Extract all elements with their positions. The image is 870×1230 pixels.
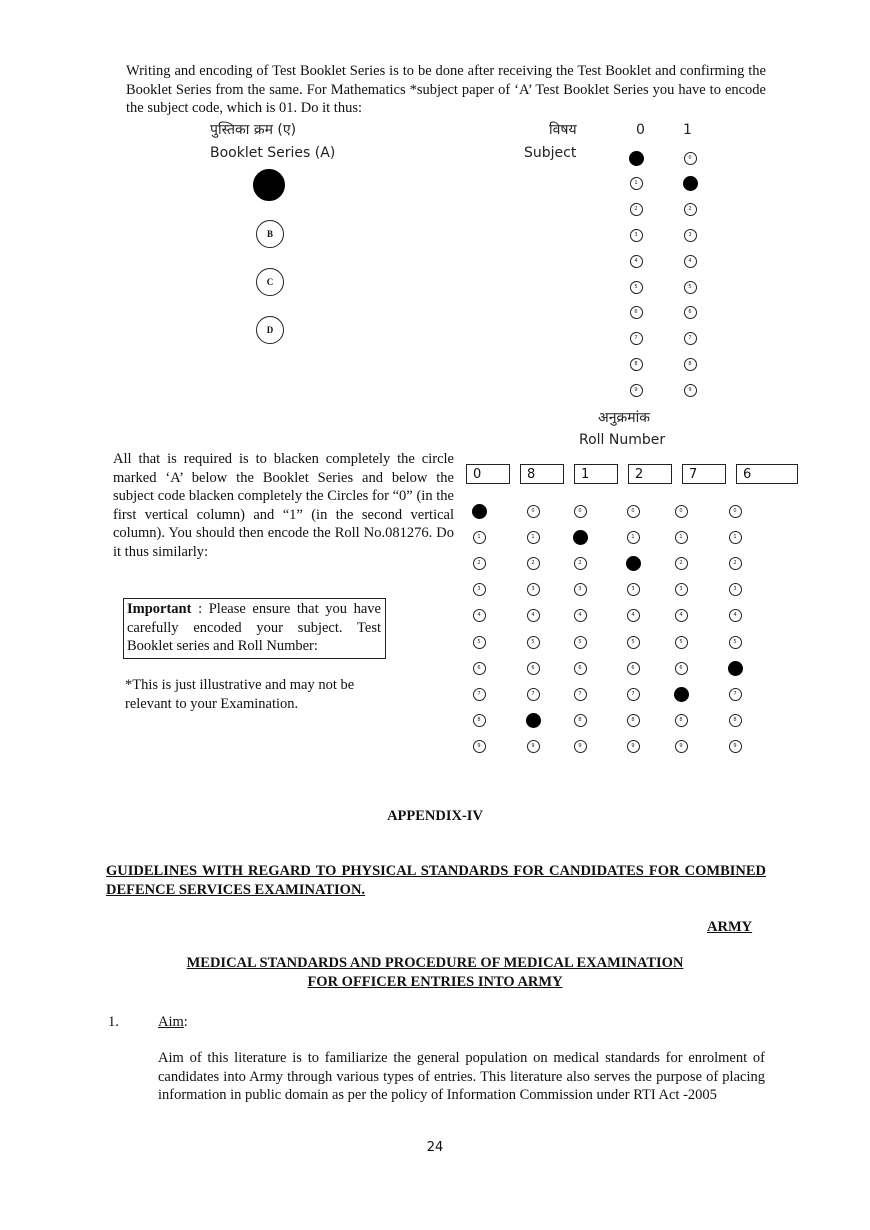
roll-bubble-col3-3[interactable]: 3: [574, 583, 587, 596]
subject-bubble-col2-0[interactable]: 0: [684, 152, 697, 165]
subject-code-digit-2: 1: [683, 122, 692, 138]
subject-bubble-col2-5[interactable]: 5: [684, 281, 697, 294]
booklet-option-c[interactable]: C: [256, 268, 284, 296]
roll-bubble-col4-9[interactable]: 9: [627, 740, 640, 753]
roll-bubble-col3-1-filled[interactable]: [573, 530, 588, 545]
roll-bubble-col3-8[interactable]: 8: [574, 714, 587, 727]
roll-bubble-col2-2[interactable]: 2: [527, 557, 540, 570]
subject-bubble-col1-6[interactable]: 6: [630, 306, 643, 319]
section-colon: :: [183, 1014, 188, 1030]
roll-bubble-col6-3[interactable]: 3: [729, 583, 742, 596]
important-box: [123, 598, 386, 659]
roll-bubble-col3-2[interactable]: 2: [574, 557, 587, 570]
roll-bubble-col6-7[interactable]: 7: [729, 688, 742, 701]
roll-bubble-col1-6[interactable]: 6: [473, 662, 486, 675]
roll-bubble-col1-4[interactable]: 4: [473, 609, 486, 622]
subject-bubble-col1-8[interactable]: 8: [630, 358, 643, 371]
roll-bubble-col3-7[interactable]: 7: [574, 688, 587, 701]
roll-bubble-col6-2[interactable]: 2: [729, 557, 742, 570]
booklet-option-b[interactable]: B: [256, 220, 284, 248]
roll-bubble-col2-9[interactable]: 9: [527, 740, 540, 753]
subject-bubble-col1-1[interactable]: 1: [630, 177, 643, 190]
subject-hindi-label: विषय: [549, 122, 577, 138]
subject-bubble-col2-9[interactable]: 9: [684, 384, 697, 397]
roll-bubble-col6-4[interactable]: 4: [729, 609, 742, 622]
roll-bubble-col6-1[interactable]: 1: [729, 531, 742, 544]
roll-bubble-col3-9[interactable]: 9: [574, 740, 587, 753]
aim-paragraph: Aim of this literature is to familiarize the general population on medical standards for enrolment of candidates into Army through various types of entries. This literature also serves the purpose of placing information in public domain as per the policy of Information Commission under RTI Act -2005: [158, 1050, 765, 1103]
roll-bubble-col2-0[interactable]: 0: [527, 505, 540, 518]
roll-bubble-col6-9[interactable]: 9: [729, 740, 742, 753]
roll-digit-box[interactable]: 7: [682, 464, 726, 484]
roll-bubble-col5-5[interactable]: 5: [675, 636, 688, 649]
important-label: Important: [127, 601, 192, 617]
roll-bubble-col2-7[interactable]: 7: [527, 688, 540, 701]
roll-bubble-col5-6[interactable]: 6: [675, 662, 688, 675]
roll-digit-box[interactable]: 6: [736, 464, 798, 484]
roll-bubble-col2-1[interactable]: 1: [527, 531, 540, 544]
roll-bubble-col4-4[interactable]: 4: [627, 609, 640, 622]
roll-digit-box[interactable]: 0: [466, 464, 510, 484]
important-text: : Please ensure that you have carefully encoded your subject. Test Booklet series and Roll Number:: [127, 601, 381, 654]
roll-bubble-col4-0[interactable]: 0: [627, 505, 640, 518]
roll-bubble-col6-0[interactable]: 0: [729, 505, 742, 518]
subject-bubble-col2-8[interactable]: 8: [684, 358, 697, 371]
subject-bubble-col1-4[interactable]: 4: [630, 255, 643, 268]
roll-bubble-col2-8-filled[interactable]: [526, 713, 541, 728]
subject-bubble-col2-1-filled[interactable]: [683, 176, 698, 191]
roll-bubble-col2-4[interactable]: 4: [527, 609, 540, 622]
subject-bubble-col2-6[interactable]: 6: [684, 306, 697, 319]
subject-bubble-col1-5[interactable]: 5: [630, 281, 643, 294]
roll-bubble-col6-5[interactable]: 5: [729, 636, 742, 649]
roll-bubble-col6-8[interactable]: 8: [729, 714, 742, 727]
roll-bubble-col5-3[interactable]: 3: [675, 583, 688, 596]
roll-bubble-col4-7[interactable]: 7: [627, 688, 640, 701]
roll-bubble-col1-5[interactable]: 5: [473, 636, 486, 649]
roll-bubble-col4-8[interactable]: 8: [627, 714, 640, 727]
roll-bubble-col3-6[interactable]: 6: [574, 662, 587, 675]
medical-title-line2: FOR OFFICER ENTRIES INTO ARMY: [307, 974, 563, 990]
roll-bubble-col4-6[interactable]: 6: [627, 662, 640, 675]
section-title: Aim: [158, 1014, 184, 1030]
subject-bubble-col2-3[interactable]: 3: [684, 229, 697, 242]
roll-bubble-col3-5[interactable]: 5: [574, 636, 587, 649]
roll-bubble-col5-7-filled[interactable]: [674, 687, 689, 702]
roll-bubble-col2-6[interactable]: 6: [527, 662, 540, 675]
roll-bubble-col5-8[interactable]: 8: [675, 714, 688, 727]
booklet-label: Booklet Series (A): [210, 145, 336, 161]
roll-bubble-col5-1[interactable]: 1: [675, 531, 688, 544]
illustrative-note: *This is just illustrative and may not be relevant to your Examination.: [125, 677, 355, 712]
roll-bubble-col1-1[interactable]: 1: [473, 531, 486, 544]
roll-bubble-col1-9[interactable]: 9: [473, 740, 486, 753]
section-number: 1.: [108, 1014, 119, 1030]
roll-digit-box[interactable]: 1: [574, 464, 618, 484]
subject-bubble-col1-2[interactable]: 2: [630, 203, 643, 216]
roll-bubble-col3-4[interactable]: 4: [574, 609, 587, 622]
subject-bubble-col2-4[interactable]: 4: [684, 255, 697, 268]
roll-bubble-col1-7[interactable]: 7: [473, 688, 486, 701]
subject-bubble-col1-9[interactable]: 9: [630, 384, 643, 397]
roll-bubble-col5-9[interactable]: 9: [675, 740, 688, 753]
roll-bubble-col3-0[interactable]: 0: [574, 505, 587, 518]
roll-digit-box[interactable]: 2: [628, 464, 672, 484]
subject-label: Subject: [524, 145, 577, 161]
roll-bubble-col6-6-filled[interactable]: [728, 661, 743, 676]
roll-digit-box[interactable]: 8: [520, 464, 564, 484]
army-heading: ARMY: [707, 919, 753, 935]
roll-bubble-col2-3[interactable]: 3: [527, 583, 540, 596]
page-number: 24: [426, 1140, 444, 1155]
roll-bubble-col2-5[interactable]: 5: [527, 636, 540, 649]
roll-bubble-col1-8[interactable]: 8: [473, 714, 486, 727]
intro-paragraph: Writing and encoding of Test Booklet Series is to be done after receiving the Test Booklet and confirming the Booklet Series from the same. For Mathematics *subject paper of ‘A’ Test Booklet Series you have to encode the subject code, which is 01. Do it thus:: [126, 63, 766, 116]
roll-number-boxes: [466, 464, 798, 484]
roll-bubble-col1-0-filled[interactable]: [472, 504, 487, 519]
roll-bubble-col1-3[interactable]: 3: [473, 583, 486, 596]
roll-bubble-col5-4[interactable]: 4: [675, 609, 688, 622]
roll-bubble-col1-2[interactable]: 2: [473, 557, 486, 570]
section-heading: [158, 1014, 188, 1031]
roll-bubble-col5-2[interactable]: 2: [675, 557, 688, 570]
roll-bubble-col5-0[interactable]: 0: [675, 505, 688, 518]
booklet-option-d[interactable]: D: [256, 316, 284, 344]
subject-bubble-col1-0-filled[interactable]: [629, 151, 644, 166]
subject-bubble-col2-7[interactable]: 7: [684, 332, 697, 345]
roll-hindi-label: अनुक्रमांक: [598, 410, 650, 426]
medical-title-line1: MEDICAL STANDARDS AND PROCEDURE OF MEDICAL EXAMINATION: [186, 955, 684, 971]
roll-bubble-col4-1[interactable]: 1: [627, 531, 640, 544]
roll-bubble-col4-3[interactable]: 3: [627, 583, 640, 596]
booklet-option-a[interactable]: [253, 169, 285, 201]
roll-bubble-col4-5[interactable]: 5: [627, 636, 640, 649]
subject-bubble-col1-7[interactable]: 7: [630, 332, 643, 345]
guidelines-title: GUIDELINES WITH REGARD TO PHYSICAL STANDARDS FOR CANDIDATES FOR COMBINED DEFENCE SERVICES EXAMINATION.: [106, 863, 766, 898]
roll-label: Roll Number: [579, 432, 666, 448]
roll-bubble-col4-2-filled[interactable]: [626, 556, 641, 571]
subject-bubble-col1-3[interactable]: 3: [630, 229, 643, 242]
instruction-paragraph: All that is required is to blacken completely the circle marked ‘A’ below the Booklet Series and below the subject code blacken completely the Circles for “0” (in the first vertical column) and “1” (in the second vertical column). You should then encode the Roll No.081276. Do it thus similarly:: [113, 451, 454, 560]
booklet-hindi-label: पुस्तिका क्रम (ए): [210, 122, 297, 138]
subject-code-digit-1: 0: [636, 122, 645, 138]
subject-bubble-col2-2[interactable]: 2: [684, 203, 697, 216]
appendix-heading: APPENDIX-IV: [387, 808, 483, 824]
